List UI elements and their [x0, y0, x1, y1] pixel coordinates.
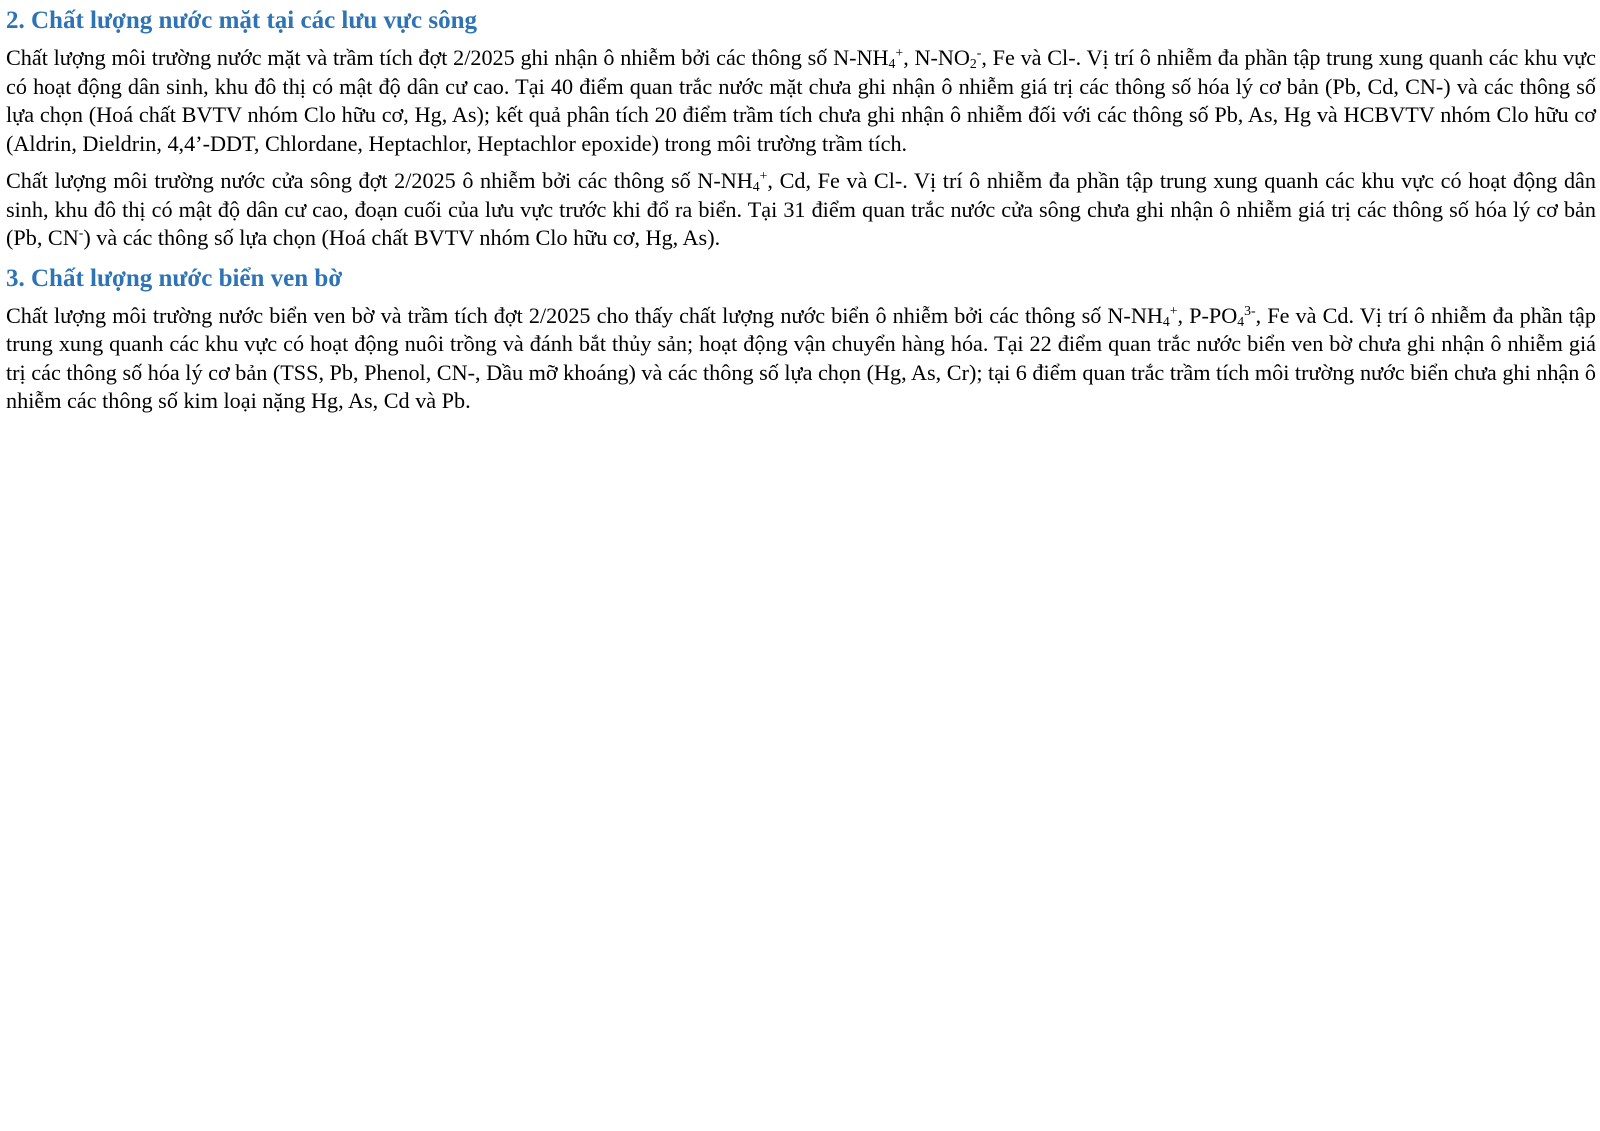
text-run: ) và các thông số lựa chọn (Hoá chất BVTV nhóm Clo hữu cơ, Hg, As). [83, 225, 721, 250]
superscript: + [759, 168, 768, 184]
subscript: 2 [969, 56, 977, 72]
section-2-paragraph-1 [6, 44, 1596, 158]
text-run: Chất lượng môi trường nước biển ven bờ và trầm tích đợt 2/2025 cho thấy chất lượng nước biển ô nhiễm bởi các thông số N-NH [6, 302, 1163, 328]
section-2-paragraph-2 [6, 167, 1596, 253]
section-3-heading: 3. Chất lượng nước biển ven bờ [6, 264, 343, 292]
text-run: , Fe và Cd. Vị trí ô nhiễm đa phần tập trung xung quanh các khu vực có hoạt động nuôi trồng và đánh bắt thủy sản; hoạt động vận chuyển hàng hóa. Tại 22 điểm quan trắc nước biển ven bờ chưa ghi nhận ô nhiễm giá trị các thông số hóa lý cơ bản (TSS, Pb, Phenol, CN-, Dầu mỡ khoáng) và các thông số lựa chọn (Hg, As, Cr); tại 6 điểm quan trắc trầm tích môi trường nước biển chưa ghi nhận ô nhiễm các thông số kim loại nặng Hg, As, Cd và Pb. [6, 302, 1596, 413]
text-run: , P-PO [1177, 302, 1238, 328]
subscript: 4 [888, 56, 896, 72]
superscript: - [78, 225, 84, 241]
text-run: , N-NO [903, 45, 970, 70]
text-run: Chất lượng môi trường nước cửa sông đợt 2/2025 ô nhiễm bởi các thông số N-NH [6, 168, 753, 193]
text-run: , Fe và Cl-. Vị trí ô nhiễm đa phần tập trung xung quanh các khu vực có hoạt động dân sinh, khu đô thị có mật độ dân cư cao. Tại 40 điểm quan trắc nước mặt chưa ghi nhận ô nhiễm giá trị các thông số hóa lý cơ bản (Pb, Cd, CN-) và các thông số lựa chọn (Hoá chất BVTV nhóm Clo hữu cơ, Hg, As); kết quả phân tích 20 điểm trầm tích chưa ghi nhận ô nhiễm đối với các thông số Pb, As, Hg và HCBVTV nhóm Clo hữu cơ (Aldrin, Dieldrin, 4,4’-DDT, Chlordane, Heptachlor, Heptachlor epoxide) trong môi trường trầm tích. [6, 45, 1596, 156]
subscript: 4 [1162, 313, 1170, 329]
subscript: 4 [1237, 313, 1245, 329]
text-run: Chất lượng môi trường nước mặt và trầm tích đợt 2/2025 ghi nhận ô nhiễm bởi các thông số N-NH [6, 45, 889, 70]
superscript: + [1169, 302, 1178, 318]
subscript: 4 [752, 179, 760, 195]
superscript: - [976, 45, 982, 61]
superscript: 3- [1244, 302, 1256, 318]
section-2-heading: 2. Chất lượng nước mặt tại các lưu vực sông [6, 7, 478, 34]
section-3-paragraph-1 [6, 302, 1596, 416]
superscript: + [895, 45, 904, 61]
text-run: , Cd, Fe và Cl-. Vị trí ô nhiễm đa phần tập trung xung quanh các khu vực có hoạt động dân sinh, khu đô thị có mật độ dân cư cao, đoạn cuối của lưu vực trước khi đổ ra biển. Tại 31 điểm quan trắc nước cửa sông chưa ghi nhận ô nhiễm giá trị các thông số hóa lý cơ bản (Pb, CN [6, 168, 1596, 250]
